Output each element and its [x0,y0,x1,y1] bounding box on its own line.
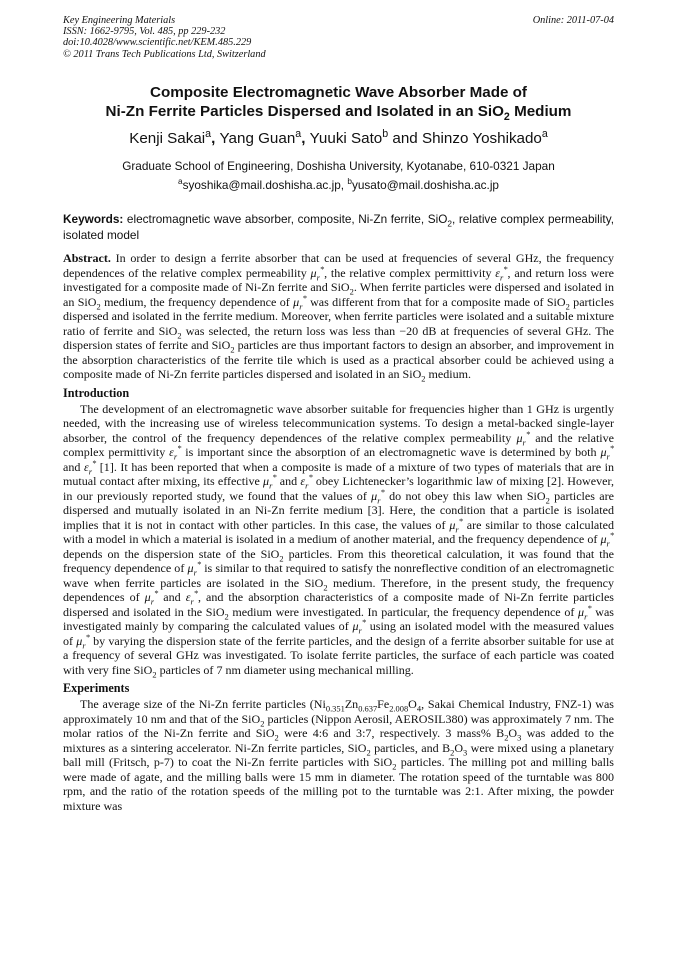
text-run: O [454,740,464,755]
email-mark: b [347,177,352,187]
text-run: particles are dispersed and mutually isolated in an Ni-Zn ferrite medium [3]. Here, the condition that a particle is isolated implies that it is not in contact with other particles. In this case, the values of [63,488,614,532]
mu-r-symbol: $\mu_r^*$ [144,587,159,607]
abstract [63,251,614,382]
mu-r-symbol: $\mu_r^*$ [352,616,366,636]
subscript: 2.008 [389,703,409,714]
abstract-label: Abstract. [63,251,111,265]
introduction-text [63,402,614,678]
subscript: 2 [349,286,354,297]
text-run: was added to the mixtures as a sintering accelerator. Ni-Zn ferrite particles, SiO [63,726,615,755]
journal-name: Key Engineering Materials [63,15,176,26]
text-run: and [158,590,186,604]
eps-r-symbol: $\varepsilon_r^*$ [169,442,182,462]
keywords-text: , relative complex permeability, isolated model [63,212,614,242]
text-run: particles. From this theoretical calculation, it was found that the frequency dependence of [63,546,614,575]
title-line-2 [63,102,614,124]
author-affil-mark: a [205,127,212,140]
experiments-text [63,697,614,813]
text-run: particles are thus important factors to design an absorber, and improvement in the absorption characteristics of the ferrite tile which is used as a practical absorber could be achieved using a composite made of Ni-Zn ferrite particles dispersed and isolated in an SiO [63,338,614,381]
mu-r-symbol: $\mu_r^*$ [600,529,614,549]
mu-r-symbol: $\mu_r^*$ [293,292,307,311]
text-run: medium were investigated. In particular, the frequency dependence of [228,604,579,619]
subscript: 2 [421,373,426,384]
text-run: particles, and B [370,740,451,755]
author-name: Yuuki Sato [309,130,383,147]
subscript: 2 [279,552,284,563]
author-name: Kenji Sakai [129,130,206,147]
subscript: 2 [366,746,371,757]
text-run: particles dispersed and isolated in the ferrite medium. Moreover, when ferrite particles were isolated and a suitable mixture ratio of ferrite and SiO [63,294,614,338]
author-affil-mark: b [382,127,389,140]
subscript: 0.351 [325,703,345,714]
introduction-heading: Introduction [63,385,130,400]
mu-r-symbol: $\mu_r^*$ [371,486,385,505]
subscript: 2 [323,581,328,592]
subscript: 0.637 [358,703,378,714]
eps-r-symbol: $\varepsilon_r^*$ [495,263,508,282]
author-emails: $^a$syoshika@mail.doshisha.ac.jp, $^b$yusato@mail.doshisha.ac.jp [177,177,499,192]
text-run: are similar to those calculated with a model in which a material is isolated in a medium of another material, and the frequency dependence of [63,517,614,546]
author-affil-mark: a [541,127,548,140]
online-date: Online: 2011-07-04 [532,15,614,26]
text-run: The average size of the Ni-Zn ferrite particles (Ni [80,697,326,711]
email-link[interactable]: syoshika@mail.doshisha.ac.jp [182,178,341,192]
text-run: were 4:6 and 3:7, respectively. 3 mass% B [278,726,505,740]
subscript: 3 [463,746,468,757]
subscript: 2 [450,746,455,757]
text-run: O [408,697,417,711]
eps-r-symbol: $\varepsilon_r^*$ [83,457,97,476]
mu-r-symbol: $\mu_r^*$ [449,515,463,534]
copyright-line: © 2011 Trans Tech Publications Ltd, Switzerland [63,48,266,60]
author-name: Yang Guan [219,130,296,147]
subscript: 2 [224,610,229,621]
text-run: , Sakai Chemical Industry, FNZ-1) was approximately 10 nm and that of the SiO [63,697,614,726]
subscript: 2 [565,300,570,311]
keywords-label: Keywords: [63,212,124,226]
author-affil-mark: a [295,127,302,140]
text-run: . When ferrite particles were dispersed and isolated in an SiO [63,280,614,309]
text-run: was investigated mainly by comparing the calculated values of [63,604,614,633]
text-run: and the relative complex permittivity [63,430,615,459]
text-run: particles of 7 nm diameter using mechanical milling. [156,662,414,677]
subscript: 2 [504,732,509,743]
text-run: is important since the absorption of an electromagnetic wave is determined by both [181,445,601,459]
title-text: Ni-Zn Ferrite Particles Dispersed and Isolated in an SiO [105,103,504,120]
text-run: , and the absorption characteristics of a composite made of Ni-Zn ferrite particles dispersed and isolated in the SiO [63,590,614,619]
text-run: Zn [344,697,359,711]
text-run: was selected, the return loss was less than −20 dB at frequencies of several GHz. The dispersion states of ferrite and SiO [63,323,614,352]
mu-r-symbol: $\mu_r^*$ [516,428,531,447]
keywords-section [63,211,614,243]
author-name: Shinzo Yoshikado [421,130,542,147]
text-run: medium. [425,367,472,381]
mu-r-symbol: $\mu_r^*$ [600,442,614,462]
mu-r-symbol: $\mu_r^*$ [76,631,90,650]
text-run: were mixed using a planetary ball mill (Fritsch, p-7) to coat the Ni-Zn ferrite particles with SiO [63,740,615,769]
subscript: 2 [274,732,279,743]
text-run: Fe [377,697,390,711]
doi-line[interactable]: doi:10.4028/www.scientific.net/KEM.485.229 [63,37,252,49]
email-mark: a [177,177,183,187]
text-run: O [508,726,518,740]
text-run: using an isolated model with the measured values of [63,619,614,648]
keywords-text: electromagnetic wave absorber, composite, Ni-Zn ferrite, SiO [123,212,448,226]
paper-title [63,83,614,124]
title-line-1: Composite Electromagnetic Wave Absorber Made of [150,84,527,101]
subscript: 2 [152,668,157,679]
title-text-end: Medium [509,103,572,120]
subscript: 2 [545,494,550,505]
text-run: by varying the dispersion state of the ferrite particles, and the design of a ferrite absorber suitable for use at a frequency of several GHz was investigated. To isolate ferrite particles, the surface of each particle was coated with very fine SiO [63,633,614,677]
eps-r-symbol: $\varepsilon_r^*$ [300,471,313,491]
subscript: 2 [96,300,101,311]
text-run: do not obey this law when SiO [384,488,546,503]
title-subscript: 2 [503,111,510,124]
text-run: medium, the frequency dependence of [100,294,294,309]
eps-r-symbol: $\varepsilon_r^*$ [185,587,198,607]
subscript: 2 [230,344,235,355]
subscript: 2 [260,717,265,728]
text-run: obey Lichtenecker’s logarithmic law of mixing [2]. However, in our previously reported study, we found that the values of [63,474,614,503]
text-run: particles (Nippon Aerosil, AEROSIL380) was approximately 7 nm. The molar ratios of the Ni-Zn ferrite and SiO [63,711,615,740]
mu-r-symbol: $\mu_r^*$ [310,263,325,282]
text-run: In order to design a ferrite absorber that can be used at frequencies of several GHz, the frequency dependences of the relative complex permeability [63,251,614,280]
subscript: 2 [177,329,182,340]
mu-r-symbol: $\mu_r^*$ [187,558,202,578]
text-run: The development of an electromagnetic wave absorber suitable for frequencies higher than 1 GHz is urgently needed, with the increasing use of wireless telecommunication systems. To design a metal-backed single-layer absorber, the control of the frequency dependences of the relative complex permeability [63,401,614,445]
mu-r-symbol: $\mu_r^*$ [263,471,277,491]
subscript: 2 [392,761,397,772]
text-run: was different from that for a composite made of SiO [306,294,566,309]
text-run: medium. Therefore, in the present study, the frequency dependences of [63,575,615,604]
affiliation: Graduate School of Engineering, Doshisha University, Kyotanabe, 610-0321 Japan [122,159,555,173]
text-run: is similar to that required to satisfy the nonreflective condition of an electromagnetic wave when ferrite particles are isolated in the SiO [63,561,614,590]
subscript: 4 [416,703,422,714]
email-link[interactable]: yusato@mail.doshisha.ac.jp [351,178,499,192]
text-run: , and return loss were investigated for a composite made of Ni-Zn ferrite and SiO [63,265,615,294]
text-run: and [276,474,301,488]
subscript: 3 [517,732,522,743]
author-list: Kenji Sakai$^a$, Yang Guan$^a$, Yuuki Sato$^b$ and Shinzo Yoshikado$^a$ [129,127,548,147]
experiments-heading: Experiments [63,681,130,695]
text-run: [1]. It has been reported that when a composite is made of a mixture of two types of materials that are in mutual contact after mixing, its effective [63,459,614,488]
text-run: and [63,459,84,474]
journal-header [63,15,614,60]
text-run: particles. The milling pot and milling balls were made of agate, and the milling balls were 15 mm in diameter. The rotation speed of the turntable was 800 rpm, and the ratio of the rotation speeds of the milling pot to the turntable was 2:1. After mixing, the powder mixture was [63,755,614,813]
text-run: , the relative complex permittivity [324,265,496,280]
text-run: depends on the dispersion state of the SiO [63,546,280,561]
issn-line: ISSN: 1662-9795, Vol. 485, pp 229-232 [63,26,226,38]
subscript: 2 [447,219,452,229]
author-and: and [388,130,422,147]
paper-body [63,251,614,813]
mu-r-symbol: $\mu_r^*$ [578,602,592,621]
